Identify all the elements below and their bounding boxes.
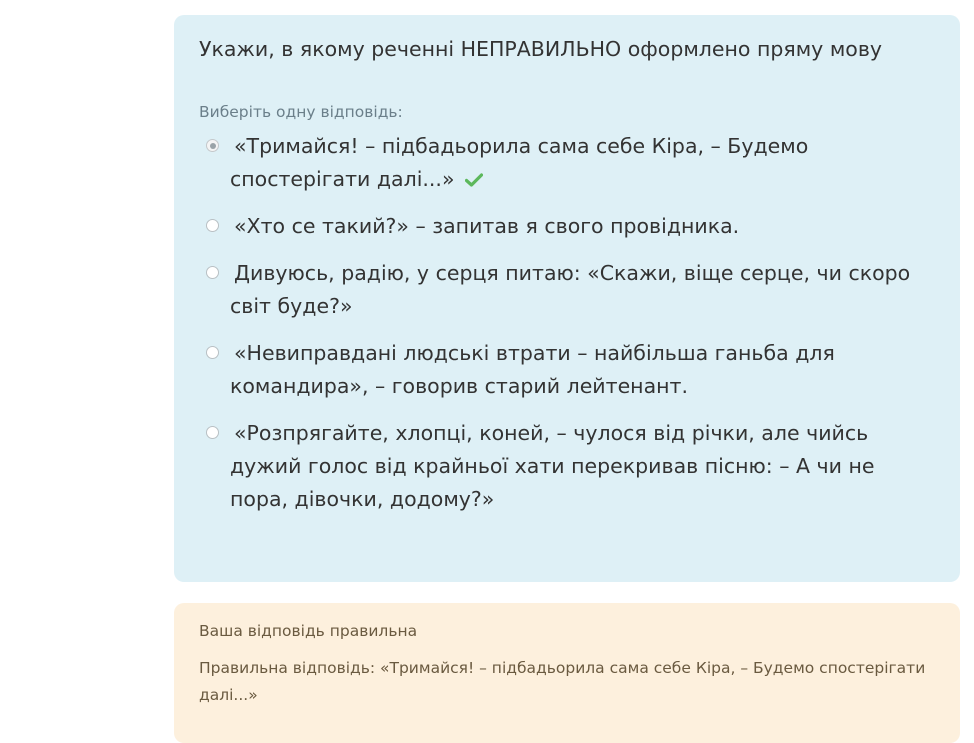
question-card <box>174 15 960 582</box>
feedback-status: Ваша відповідь правильна <box>199 622 418 640</box>
correct-answer-text: Правильна відповідь: «Тримайся! – підбадьорила сама себе Кіра, – Будемо спостерігати далі...» <box>199 659 926 704</box>
answer-prompt: Виберіть одну відповідь: <box>199 103 403 121</box>
radio-button[interactable] <box>206 139 219 152</box>
answer-option-text: «Розпрягайте, хлопці, коней, – чулося від річки, але чийсь дужий голос від крайньої хати перекривав пісню: – А чи не пора, дівочки, додому?» <box>230 421 875 511</box>
radio-button[interactable] <box>206 426 219 439</box>
answer-option-text: «Тримайся! – підбадьорила сама себе Кіра, – Будемо спостерігати далі...» <box>230 134 809 191</box>
answer-option-1[interactable] <box>199 130 935 196</box>
radio-button[interactable] <box>206 219 219 232</box>
answer-option-text: «Невиправдані людські втрати – найбільша ганьба для командира», – говорив старий лейтенант. <box>230 341 835 398</box>
answer-option-text: «Хто се такий?» – запитав я свого провідника. <box>234 214 740 238</box>
answer-option-2[interactable] <box>199 210 935 243</box>
answer-options <box>199 130 935 516</box>
feedback-card <box>174 603 960 743</box>
answer-option-4[interactable] <box>199 337 935 403</box>
radio-button[interactable] <box>206 266 219 279</box>
check-icon <box>465 164 483 178</box>
answer-option-text: Дивуюсь, радію, у серця питаю: «Скажи, віще серце, чи скоро світ буде?» <box>230 261 911 318</box>
question-text: Укажи, в якому реченні НЕПРАВИЛЬНО оформлено пряму мову <box>199 37 883 61</box>
radio-button[interactable] <box>206 346 219 359</box>
answer-option-5[interactable] <box>199 417 935 516</box>
answer-option-3[interactable] <box>199 257 935 323</box>
